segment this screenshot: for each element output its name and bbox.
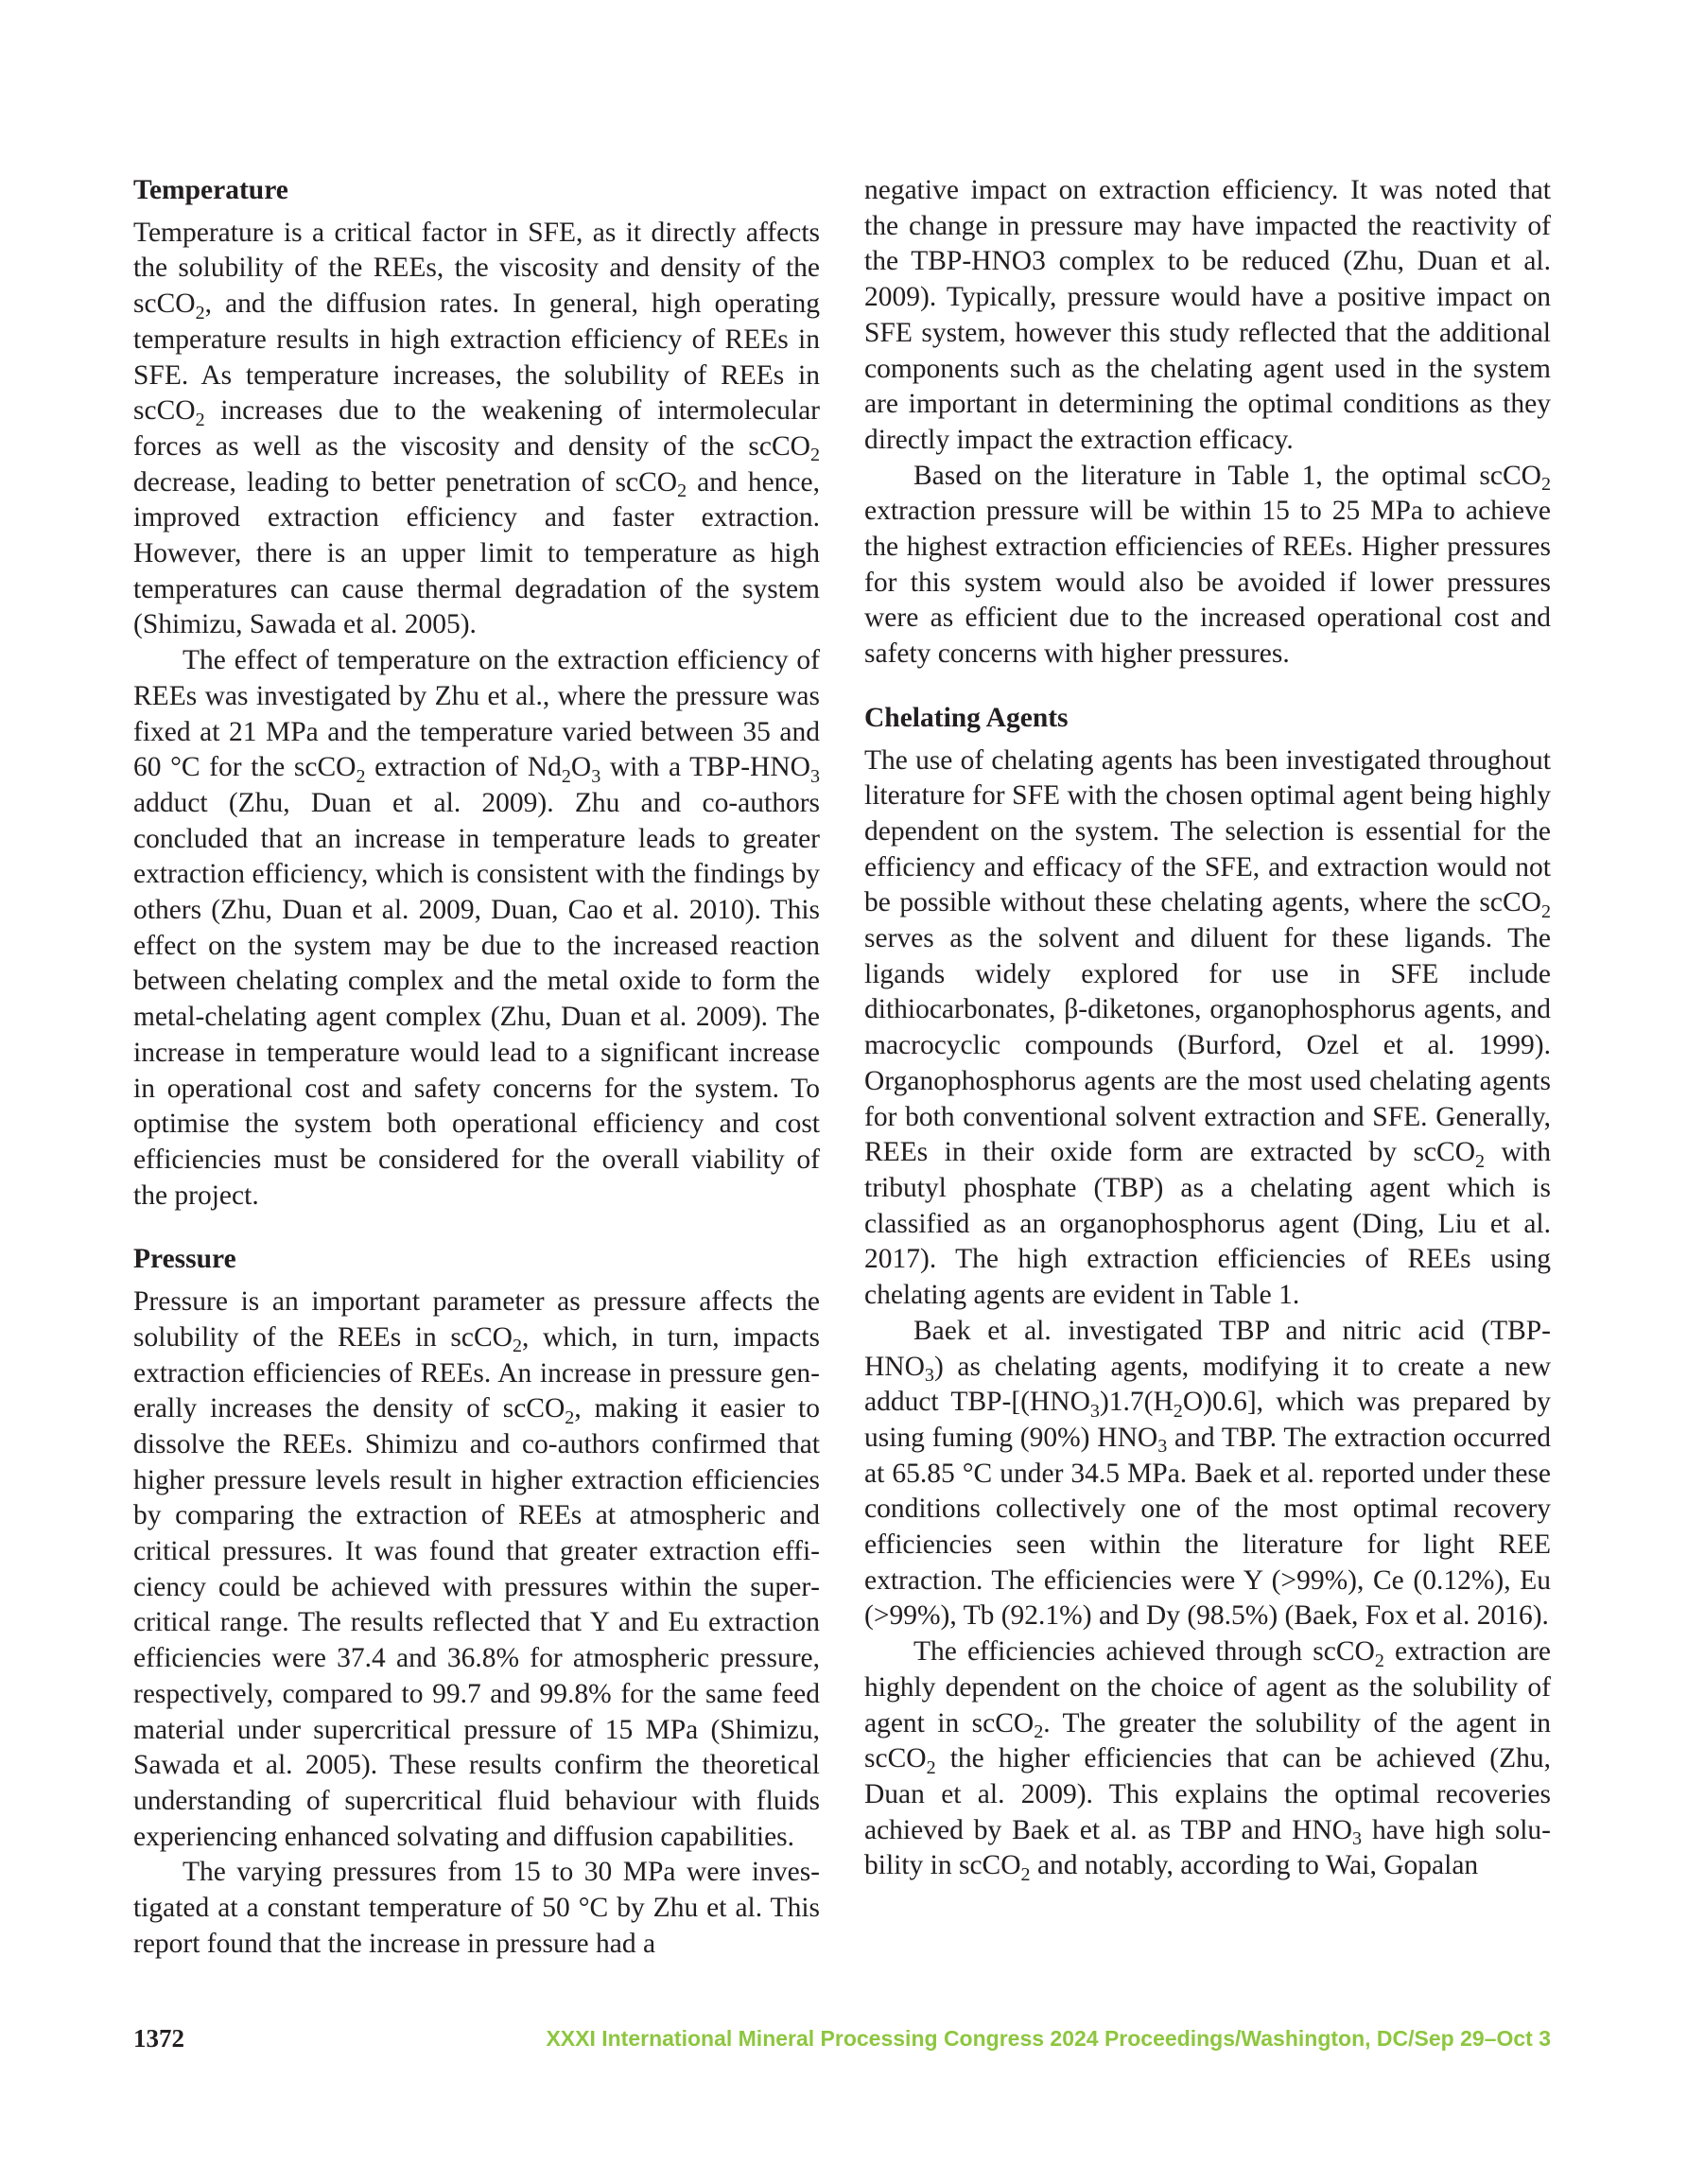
- paragraph-temperature-2: The effect of temperature on the extraction efficiency of REEs was investigated by Zhu et al., where the pressure was fixed at 21 MPa and the temperature varied between 35 and 60 °C for the scCO$_2$ extraction of $Nd_2O_3$ with a TBP-$HNO_3$ adduct (Zhu, Duan et al. 2009). Zhu and co-authors concluded that an increase in temperature leads to greater extraction efficiency, which is consistent with the findings by others (Zhu, Duan et al. 2009, Duan, Cao et al. 2010). This effect on the system may be due to the increased reaction between chelating complex and the metal oxide to form the metal-chelating agent complex (Zhu, Duan et al. 2009). The increase in temperature would lead to a significant increase in operational cost and safety concerns for the system. To optimise the system both operational efficiency and cost efficiencies must be considered for the overall viability of the project.: [133, 645, 820, 1211]
- paragraph-pressure-2-continued: negative impact on extraction efficiency. It was noted that the change in pressure may have impacted the reactivity of the TBP-HNO3 complex to be reduced (Zhu, Duan et al. 2009). Typically, pressure would have a positive impact on SFE system, however this study reflected that the additional components such as the chelating agent used in the system are important in determining the optimal conditions as they directly impact the extraction efficacy.: [864, 175, 1551, 455]
- page-footer: [133, 2024, 1551, 2062]
- paragraph-pressure-2: The varying pressures from 15 to 30 MPa were investigated at a constant temperature of 50 °C by Zhu et al. This report found that the increase in pressure had a: [133, 1857, 820, 1959]
- right-column: [864, 173, 1551, 1884]
- paragraph-chelating-1: The use of chelating agents has been investigated throughout literature for SFE with the chosen optimal agent being highly dependent on the system. The selection is essential for the efficiency and efficacy of the SFE, and extraction would not be possible without these chelating agents, where the scCO$_2$ serves as the solvent and diluent for these ligands. The ligands widely explored for use in SFE include dithiocarbonates, β-diketones, organophosphorus agents, and macrocyclic compounds (Burford, Ozel et al. 1999). Organophosphorus agents are the most used chelating agents for both conventional solvent extraction and SFE. Generally, REEs in their oxide form are extracted by scCO$_2$ with tributyl phosphate (TBP) as a chelating agent which is classified as an organophosphorus agent (Ding, Liu et al. 2017). The high extraction efficiencies of REEs using chelating agents are evident in Table 1.: [864, 744, 1551, 1311]
- section-heading-pressure: Pressure: [133, 1244, 236, 1275]
- paragraph-pressure-3: Based on the literature in Table 1, the optimal scCO$_2$ extraction pressure will be within 15 to 25 MPa to achieve the highest extraction efficiencies of REEs. Higher pressures for this system would also be avoided if lower pressures were as efficient due to the increased operational cost and safety concerns with higher pressures.: [864, 460, 1551, 670]
- paragraph-temperature-1: Temperature is a critical factor in SFE, as it directly affects the solubility of the REEs, the viscosity and density of the scCO$_2$, and the diffusion rates. In general, high operating temperature results in high extraction efficiency of REEs in SFE. As temperature increases, the solubility of REEs in scCO$_2$ increases due to the weakening of intermolecular forces as well as the viscosity and density of the scCO$_2$ decrease, leading to better penetration of scCO$_2$ and hence, improved extraction efficiency and faster extraction. However, there is an upper limit to temperature as high temperatures can cause thermal degradation of the system (Shimizu, Sawada et al. 2005).: [133, 217, 820, 640]
- left-column: [133, 173, 820, 1962]
- paragraph-pressure-1: Pressure is an important parameter as pressure affects the solubility of the REEs in scCO$_2$, which, in turn, impacts extraction efficiencies of REEs. An increase in pressure generally increases the density of scCO$_2$, making it easier to dissolve the REEs. Shimizu and co-authors confirmed that higher pressure levels result in higher extraction efficiencies by comparing the extraction of REEs at atmospheric and critical pressures. It was found that greater extraction efficiency could be achieved with pressures within the supercritical range. The results reflected that Y and Eu extraction efficiencies were 37.4 and 36.8% for atmospheric pressure, respectively, compared to 99.7 and 99.8% for the same feed material under supercritical pressure of 15 MPa (Shimizu, Sawada et al. 2005). These results confirm the theoretical understanding of supercritical fluid behaviour with fluids experiencing enhanced solvating and diffusion capabilities.: [133, 1286, 821, 1852]
- section-heading-chelating-agents: Chelating Agents: [864, 702, 1069, 733]
- running-footer-title: XXXI International Mineral Processing Congress 2024 Proceedings/Washington, DC/Sep 29–Oct 3: [546, 2026, 1551, 2051]
- page-number: 1372: [133, 2024, 184, 2053]
- section-heading-temperature: Temperature: [133, 175, 288, 205]
- paragraph-chelating-2: Baek et al. investigated TBP and nitric acid $(TBP-HNO_3)$ as chelating agents, modifying it to create a new adduct TBP-$[(HNO_3)1.7(H_2O)0.6]$, which was prepared by using fuming (90%) $HNO_3$ and TBP. The extraction occurred at 65.85 °C under 34.5 MPa. Baek et al. reported under these conditions collectively one of the most optimal recovery efficiencies seen within the literature for light REE extraction. The efficiencies were Y (>99%), Ce (0.12%), Eu (>99%), Tb (92.1%) and Dy (98.5%) (Baek, Fox et al. 2016).: [864, 1315, 1551, 1632]
- paragraph-chelating-3: The efficiencies achieved through scCO$_2$ extraction are highly dependent on the choice of agent as the solubility of agent in scCO$_2$. The greater the solubility of the agent in scCO$_2$ the higher efficiencies that can be achieved (Zhu, Duan et al. 2009). This explains the optimal recoveries achieved by Baek et al. as TBP and $HNO_3$ have high solubility in scCO$_2$ and notably, according to Wai, Gopalan: [864, 1636, 1551, 1885]
